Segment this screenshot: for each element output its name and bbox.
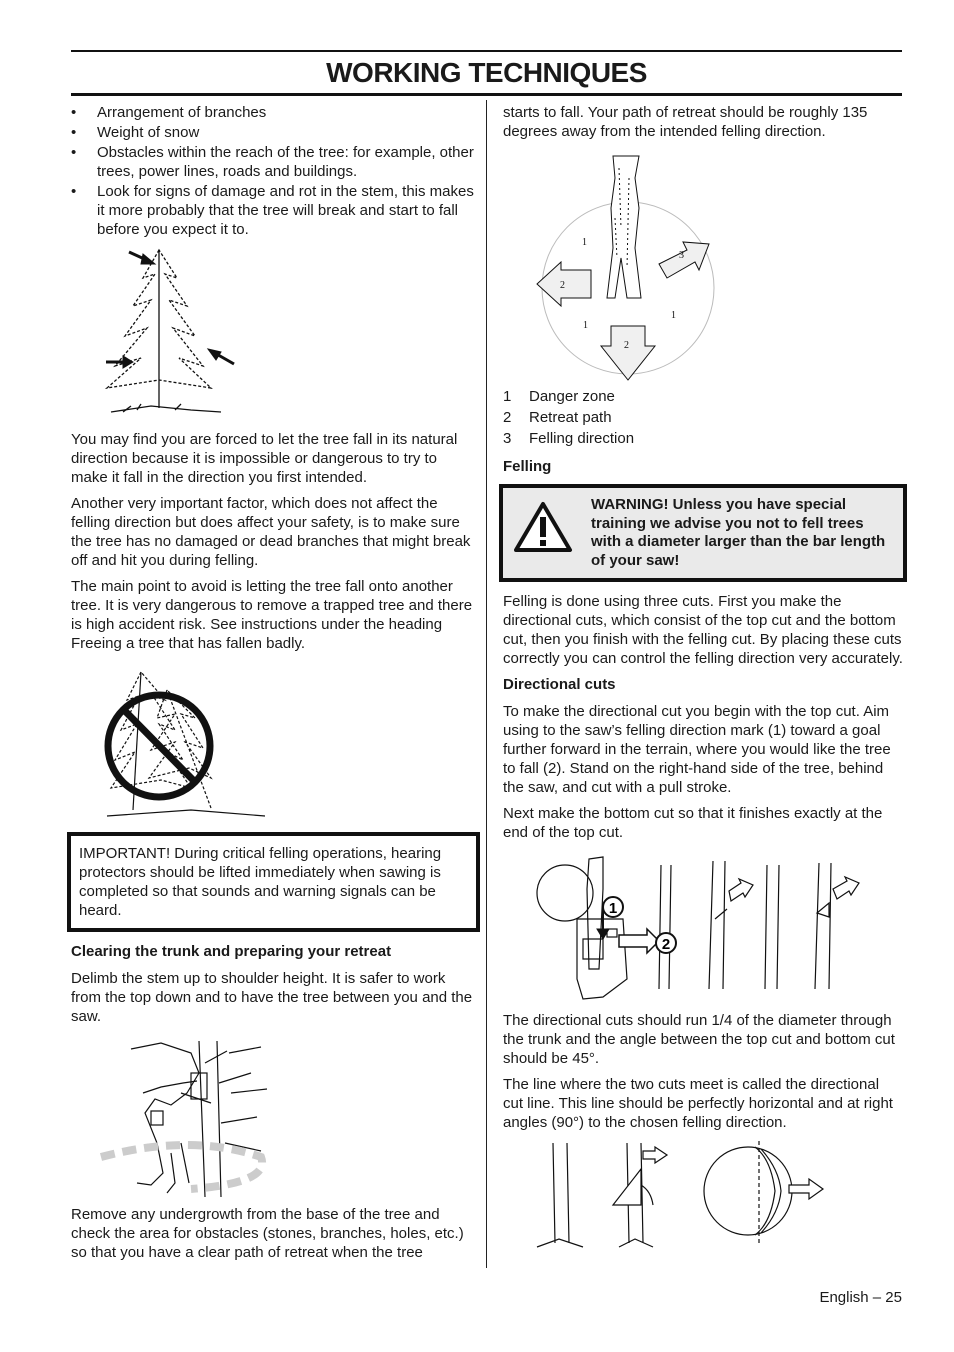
warning-notice (499, 484, 907, 582)
directional-cut-figure (503, 849, 903, 1005)
retreat-path-diagram (503, 148, 903, 386)
title-rule (71, 93, 902, 96)
paragraph: To make the directional cut you begin with the top cut. Aim using to the saw’s felling direction mark (1) toward a goal further forward in the terrain, where you would like the tree to fall (2). Stand on the right-hand side of the tree, behind the saw, and cut with a pull stroke. (503, 703, 891, 796)
paragraph: Delimb the stem up to shoulder height. It is safer to work from the top down and to have the tree between you and the saw. (71, 970, 473, 1025)
paragraph: Remove any undergrowth from the base of the tree and check the area for obstacles (stones, branches, holes, etc.) so that you have a clear path of retreat when the tree (71, 1206, 464, 1261)
diagram-label-1: 1 (582, 237, 587, 248)
list-item: • Arrangement of branches (71, 104, 267, 121)
important-text: IMPORTANT! During critical felling operations, hearing protectors should be lifted immediately when sawing is completed so that sounds and warning signals can be heard. (79, 845, 442, 919)
paragraph: Felling is done using three cuts. First you make the directional cuts, which consist of the top cut and the bottom cut, then you finish with the felling cut. By placing these cuts correctly you can control the felling direction very accurately. (503, 593, 903, 667)
legend-item: 1 Danger zone (503, 388, 615, 405)
diagram-label-2: 2 (624, 340, 629, 351)
left-column (71, 103, 476, 1269)
diagram-legend (503, 386, 903, 449)
heading-directional-cuts: Directional cuts (503, 676, 616, 693)
delimbing-figure (71, 1033, 476, 1203)
no-felling-onto-tree-figure (71, 660, 476, 824)
factor-list (71, 103, 476, 239)
diagram-label-3: 3 (679, 250, 684, 261)
legend-item: 3 Felling direction (503, 430, 635, 447)
tree-with-arrows-figure (71, 240, 476, 424)
paragraph: The main point to avoid is letting the tree fall onto another tree. It is very dangerous to remove a trapped tree and there is high accident risk. See instructions under the heading Freeing a tree that has fallen badly. (71, 578, 473, 652)
warning-triangle-icon (513, 500, 573, 554)
important-notice (67, 832, 480, 932)
paragraph: Another very important factor, which does not affect the felling direction but does affect your safety, is to make sure the tree has no damaged or dead branches that might break off and hit you during felling. (71, 495, 471, 569)
legend-item: 2 Retreat path (503, 409, 612, 426)
page-title: WORKING TECHNIQUES (326, 57, 647, 88)
warning-text: WARNING! Unless you have special training we advise you not to fell trees with a diameter larger than the bar length of your saw! (591, 496, 886, 569)
page-footer: English – 25 (819, 1289, 902, 1306)
list-item: • Look for signs of damage and rot in the stem, this makes it more probably that the tree will break and start to fall before you expect it to. (71, 183, 474, 238)
top-rule (71, 50, 902, 52)
diagram-label-1: 1 (583, 320, 588, 331)
column-divider (486, 100, 487, 1268)
right-column (503, 103, 903, 1253)
paragraph: starts to fall. Your path of retreat should be roughly 135 degrees away from the intended felling direction. (503, 104, 868, 140)
diagram-label-1: 1 (671, 310, 676, 321)
paragraph: You may find you are forced to let the tree fall in its natural direction because it is impossible or dangerous to try to make it fall in the direction you first intended. (71, 431, 458, 486)
paragraph: The directional cuts should run 1/4 of the diameter through the trunk and the angle between the top cut and bottom cut should be 45°. (503, 1012, 895, 1067)
paragraph: The line where the two cuts meet is called the directional cut line. This line should be perfectly horizontal and at right angles (90°) to the chosen felling direction. (503, 1076, 893, 1131)
saw-label-1: 1 (608, 900, 618, 917)
list-item: • Obstacles within the reach of the tree: for example, other trees, power lines, roads and buildings. (71, 144, 474, 180)
cut-line-figure (503, 1139, 903, 1253)
diagram-label-2: 2 (560, 280, 565, 291)
saw-label-2: 2 (661, 936, 671, 953)
list-item: • Weight of snow (71, 124, 200, 141)
heading-clearing: Clearing the trunk and preparing your retreat (71, 943, 392, 960)
paragraph: Next make the bottom cut so that it finishes exactly at the end of the top cut. (503, 805, 883, 841)
heading-felling: Felling (503, 458, 552, 475)
